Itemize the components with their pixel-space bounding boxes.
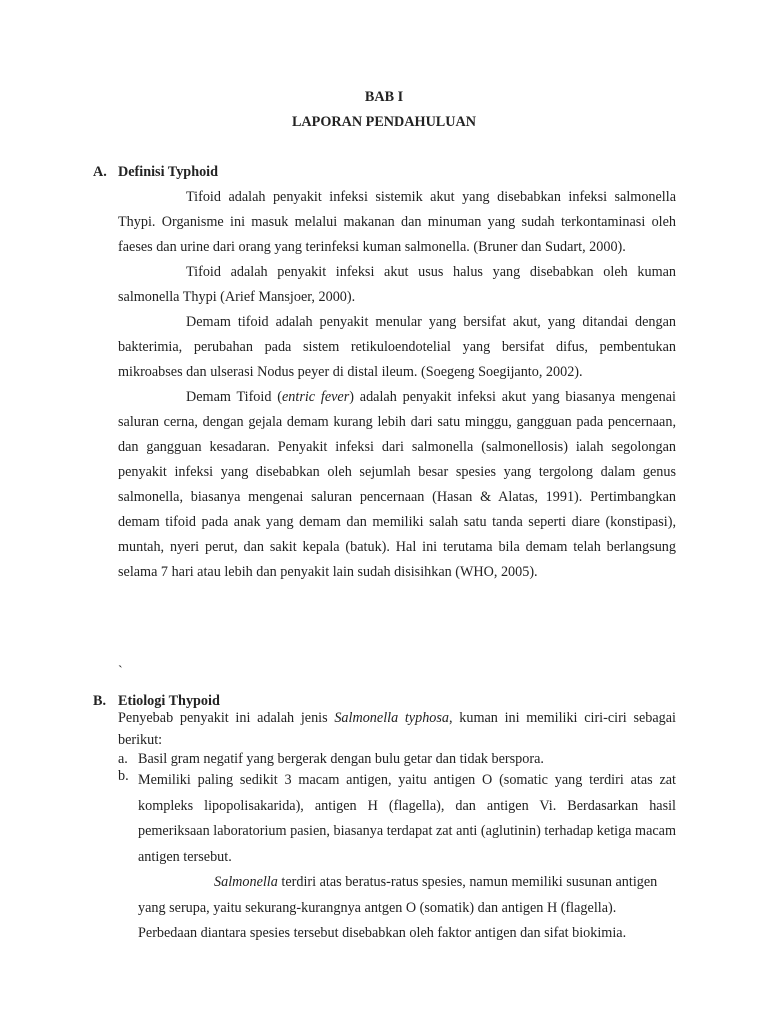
chapter-title: BAB I <box>364 89 404 105</box>
list-item-b-text: Memiliki paling sedikit 3 macam antigen, yaitu antigen O (somatic yang terdiri atas zat kompleks lipopolisakarida), antigen H (flagella), dan antigen Vi. Berdasarkan hasil pemeriksaan laboratorium pasien, biasanya terdapat zat anti (aglutinin) terhadap ketiga macam antigen tersebut. <box>138 772 676 865</box>
chapter-subtitle: LAPORAN PENDAHULUAN <box>291 114 477 130</box>
p4-text-before: Demam Tifoid ( <box>186 389 282 405</box>
section-a-heading <box>93 164 693 180</box>
intro-text-after: , kuman ini memiliki ciri-ciri sebagai berikut: <box>118 710 676 748</box>
section-a-title: Definisi Typhoid <box>118 164 219 180</box>
section-b-letter: B. <box>93 693 107 709</box>
section-a-letter: A. <box>93 164 107 180</box>
p4-text-after: ) adalah penyakit infeksi akut yang biasanya mengenai saluran cerna, dengan gejala demam kurang lebih dari satu minggu, gangguan pada pencernaan, dan gangguan kesadaran. Penyakit infeksi dari salmonella (salmonellosis) ialah segolongan penyakit infeksi yang disebabkan oleh sejumlah besar spesies yang tergolong dalam genus salmonella, biasanya mengenai saluran pencernaan (Hasan & Alatas, 1991). Pertimbangkan demam tifoid pada anak yang demam dan memiliki salah satu tanda seperti diare (konstipasi), muntah, nyeri perut, dan sakit kepala (batuk). Hal ini terutama bila demam telah berlangsung selama 7 hari atau lebih dan penyakit lain sudah disisihkan (WHO, 2005). <box>118 389 676 580</box>
list-item-a-text: Basil gram negatif yang bergerak dengan bulu getar dan tidak berspora. <box>138 751 544 767</box>
list-item-a <box>118 751 676 767</box>
intro-text-before: Penyebab penyakit ini adalah jenis <box>118 710 335 726</box>
list-item-b-paragraph-2 <box>138 870 676 947</box>
paragraph-definition-1: Tifoid adalah penyakit infeksi sistemik akut yang disebabkan infeksi salmonella Thypi. Organisme ini masuk melalui makanan dan minuman yang sudah terkontaminasi oleh faeses dan urine dari orang yang terinfeksi kuman salmonella. (Bruner dan Sudart, 2000). <box>118 189 676 255</box>
p4-italic-term: entric fever <box>281 389 350 405</box>
list-marker-b: b. <box>118 768 129 784</box>
salmonella-paragraph-text: terdiri atas beratus-ratus spesies, namun memiliki susunan antigen yang serupa, yaitu sekurang-kurangnya antgen O (somatik) dan antigen H (flagella). Perbedaan diantara spesies tersebut disebabkan oleh faktor antigen dan sifat biokimia. <box>138 874 658 941</box>
salmonella-italic-term: Salmonella <box>214 874 278 890</box>
paragraph-definition-4 <box>118 385 676 585</box>
section-b-title: Etiologi Thypoid <box>118 693 220 709</box>
section-a-body <box>118 185 676 585</box>
section-b-intro <box>118 707 676 751</box>
list-item-b <box>118 768 676 947</box>
list-marker-a: a. <box>118 751 128 767</box>
paragraph-definition-2: Tifoid adalah penyakit infeksi akut usus halus yang disebabkan oleh kuman salmonella Thypi (Arief Mansjoer, 2000). <box>118 264 676 305</box>
paragraph-definition-3: Demam tifoid adalah penyakit menular yang bersifat akut, yang ditandai dengan bakterimia, perubahan pada sistem retikuloendotelial yang bersifat difus, pembentukan mikroabses dan ulserasi Nodus peyer di distal ileum. (Soegeng Soegijanto, 2002). <box>118 314 676 380</box>
intro-italic-term: Salmonella typhosa <box>334 710 450 726</box>
stray-mark: ` <box>118 664 123 679</box>
